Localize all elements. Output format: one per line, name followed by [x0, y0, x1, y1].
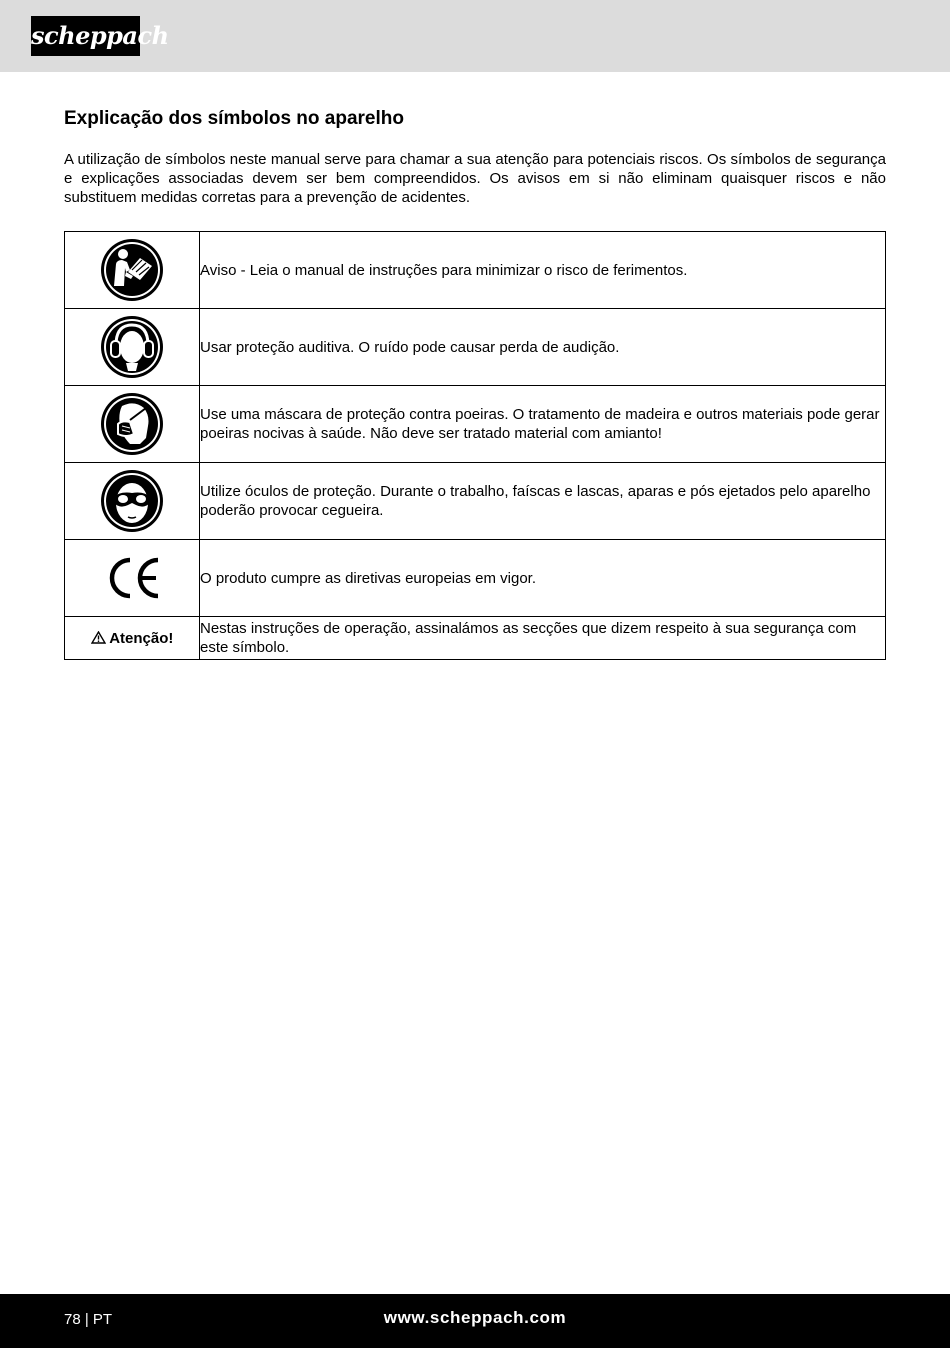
- symbol-cell: [65, 540, 200, 617]
- table-row: [65, 386, 886, 463]
- symbol-cell: [65, 463, 200, 540]
- table-row: [65, 309, 886, 386]
- hearing-protection-icon: [100, 315, 164, 379]
- symbol-description: Use uma máscara de proteção contra poeiras. O tratamento de madeira e outros materiais pode gerar poeiras nocivas à saúde. Não deve ser tratado material com amianto!: [200, 386, 886, 463]
- brand-logo: scheppach: [31, 16, 140, 56]
- symbol-cell: [65, 232, 200, 309]
- attention-label: [91, 630, 174, 647]
- page-header: [0, 0, 950, 72]
- symbol-description: Usar proteção auditiva. O ruído pode causar perda de audição.: [200, 309, 886, 386]
- website-link[interactable]: www.scheppach.com: [383, 1308, 567, 1327]
- safety-goggles-icon: [100, 469, 164, 533]
- symbol-cell: [65, 309, 200, 386]
- symbol-cell: [65, 617, 200, 660]
- table-row: [65, 617, 886, 660]
- table-row: [65, 540, 886, 617]
- intro-paragraph: A utilização de símbolos neste manual serve para chamar a sua atenção para potenciais riscos. Os símbolos de segurança e explicações associadas devem ser bem compreendidos. Os avisos em si não eliminam quaisquer riscos e não substituem medidas corretas para a prevenção de acidentes.: [64, 151, 886, 206]
- symbol-description: Nestas instruções de operação, assinalámos as secções que dizem respeito à sua segurança com este símbolo.: [200, 617, 886, 660]
- symbol-description: O produto cumpre as diretivas europeias em vigor.: [200, 540, 886, 617]
- page-number: 78 | PT: [64, 1311, 113, 1328]
- read-manual-icon: [100, 238, 164, 302]
- warning-triangle-icon: [91, 631, 106, 644]
- table-row: [65, 463, 886, 540]
- ce-mark-icon: [100, 546, 164, 610]
- symbol-description: Utilize óculos de proteção. Durante o trabalho, faíscas e lascas, aparas e pós ejetados pelo aparelho poderão provocar cegueira.: [200, 463, 886, 540]
- dust-mask-icon: [100, 392, 164, 456]
- section-title: Explicação dos símbolos no aparelho: [64, 108, 404, 129]
- symbol-cell: [65, 386, 200, 463]
- symbols-table: [64, 231, 886, 660]
- page-footer: [0, 1294, 950, 1348]
- symbol-description: Aviso - Leia o manual de instruções para minimizar o risco de ferimentos.: [200, 232, 886, 309]
- table-row: [65, 232, 886, 309]
- attention-text: Atenção!: [109, 629, 174, 647]
